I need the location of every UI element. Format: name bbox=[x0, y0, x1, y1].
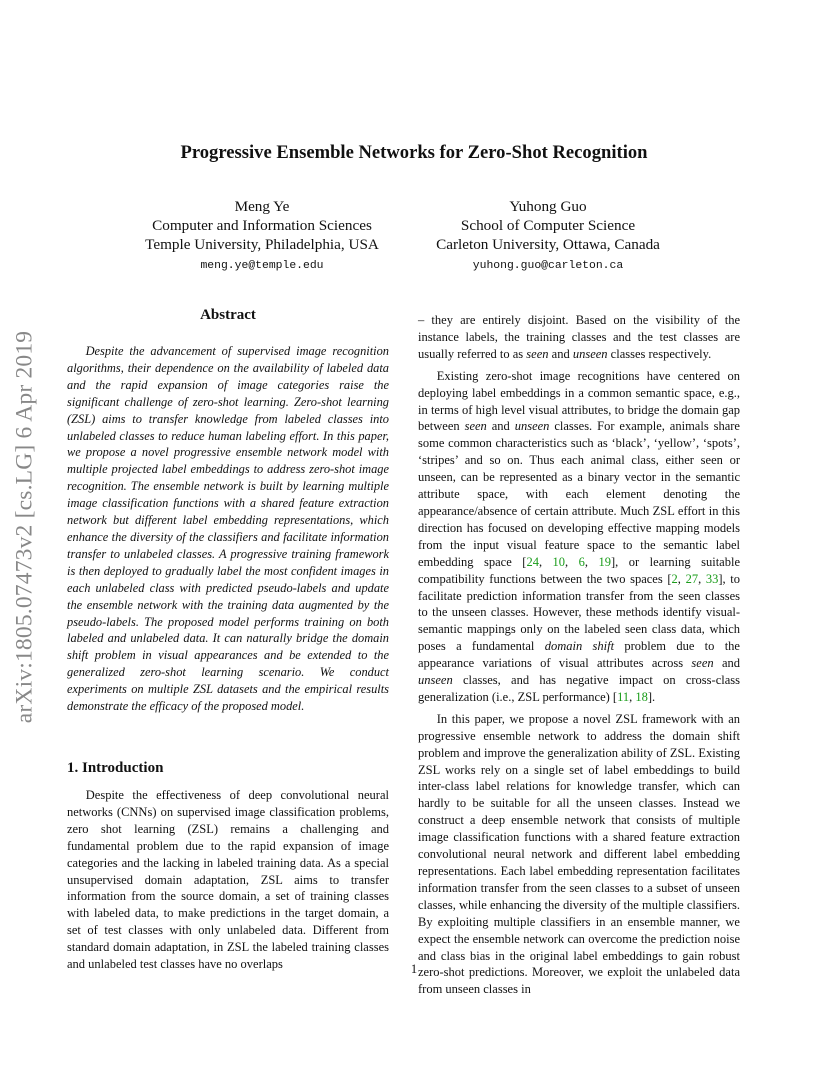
citation-link[interactable]: 10 bbox=[552, 554, 566, 569]
abstract-heading: Abstract bbox=[200, 307, 256, 323]
citation-link[interactable]: 19 bbox=[598, 554, 612, 569]
citation-link[interactable]: 2 bbox=[671, 571, 678, 586]
author-name: Yuhong Guo bbox=[509, 198, 587, 215]
arxiv-id: arXiv:1805.07473v2 [cs.LG] 6 Apr 2019 bbox=[11, 330, 38, 724]
paper-title: Progressive Ensemble Networks for Zero-Shot Recognition bbox=[180, 142, 648, 163]
paragraph: – they are entirely disjoint. Based on the visibility of the instance labels, the training classes and the test classes are usually referred to as seen and unseen classes respectively. bbox=[418, 313, 740, 361]
page-number: 1 bbox=[410, 962, 418, 976]
abstract-body: Despite the advancement of supervised image recognition algorithms, their dependence on the availability of labeled data and the rapid expansion of image categories raise the significant challenge of zero-shot learning. Zero-shot learning (ZSL) aims to transfer knowledge from labeled classes into unlabeled classes to reduce human labeling effort. In this paper, we propose a novel progressive ensemble network model with multiple projected label embeddings to address zero-shot image recognition. The ensemble network is built by learning multiple image classification functions with a shared feature extraction network but different label embedding representations, which enhance the diversity of the classifiers and facilitate information transfer to unlabeled classes. A progressive training framework is then deployed to gradually label the most confident images in each unlabeled class with predicted pseudo-labels and update the ensemble network with the training data augmented by the pseudo-labels. The proposed model performs training on both labeled and unlabeled data. It can naturally bridge the domain shift problem in visual appearances and be extended to the generalized zero-shot learning scenario. We conduct experiments on multiple ZSL datasets and the empirical results demonstrate the efficacy of the proposed model. bbox=[67, 344, 389, 714]
paragraph: Despite the effectiveness of deep convolutional neural networks (CNNs) on supervised image classification problems, zero shot learning (ZSL) remains a challenging and fundamental problem due to the rapid expansion of image categories and the lacking in labeled training data. As a special unsupervised domain adaptation, ZSL aims to transfer information from the source domain, a set of training classes with labeled data, to make predictions in the target domain, a set of test classes with only unlabeled data. Different from standard domain adaptation, in ZSL the labeled training classes and unlabeled test classes have no overlaps bbox=[67, 788, 389, 972]
author-email: yuhong.guo@carleton.ca bbox=[472, 260, 624, 272]
citation-link[interactable]: 24 bbox=[526, 554, 539, 569]
paragraph: In this paper, we propose a novel ZSL framework with an progressive ensemble network to address the domain shift problem and improve the generalization ability of ZSL. Existing ZSL works rely on a single set of label embeddings to build inter-class label relations for knowledge transfer, which can hardly to be suitable for all the unseen classes. Instead we construct a deep ensemble network that consists of multiple image classification functions with a shared feature extraction convolutional neural network and different label embedding representations. Each label embedding representation facilitates information transfer from the seen classes to a subset of unseen classes, while enhancing the diversity of the multiple classifiers. By exploiting multiple classifiers in an ensemble manner, we expect the ensemble network can overcome the prediction noise and class bias in the original label embeddings to gain robust zero-shot predictions. Moreover, we exploit the unlabeled data from unseen classes in bbox=[418, 711, 740, 997]
citation-link[interactable]: 33 bbox=[705, 571, 719, 586]
author-institution: Temple University, Philadelphia, USA bbox=[145, 236, 379, 253]
author-block-2 bbox=[398, 197, 698, 276]
arxiv-stamp bbox=[0, 292, 50, 762]
citation-link[interactable]: 6 bbox=[578, 554, 585, 569]
author-name: Meng Ye bbox=[234, 198, 290, 215]
author-department: Computer and Information Sciences bbox=[152, 217, 372, 234]
citation-link[interactable]: 11 bbox=[617, 689, 630, 704]
citation-link[interactable]: 27 bbox=[685, 571, 699, 586]
introduction-body bbox=[67, 787, 389, 978]
citation-link[interactable]: 18 bbox=[635, 689, 648, 704]
section-heading-introduction: 1. Introduction bbox=[67, 760, 164, 776]
author-department: School of Computer Science bbox=[460, 217, 636, 234]
author-institution: Carleton University, Ottawa, Canada bbox=[436, 236, 660, 253]
right-column bbox=[418, 312, 740, 1003]
paragraph: Existing zero-shot image recognitions have centered on deploying label embeddings in a common semantic space, e.g., in terms of high level visual attributes, to bridge the domain gap between seen and unseen classes. For example, animals share some common characteristics such as ‘black’, ‘yellow’, ‘spots’, ‘stripes’ and so on. Thus each animal class, either seen or unseen, can be represented as a binary vector in the semantic attribute space, with each element denoting the appearance/absence of certain attribute. Much ZSL effort in this direction has focused on developing effective mapping models from the input visual feature space to the semantic label embedding space [24, 10, 6, 19], or learning suitable compatibility functions between the two spaces [2, 27, 33], to facilitate prediction information transfer from the seen classes to the unseen classes. However, these methods identify visual-semantic mappings only on the labeled seen class data, which poses a fundamental domain shift problem due to the appearance variations of visual attributes across seen and unseen classes, and has negative impact on cross-class generalization (i.e., ZSL performance) [11, 18]. bbox=[418, 368, 741, 704]
author-block-1 bbox=[112, 197, 412, 276]
author-email: meng.ye@temple.edu bbox=[200, 260, 324, 272]
